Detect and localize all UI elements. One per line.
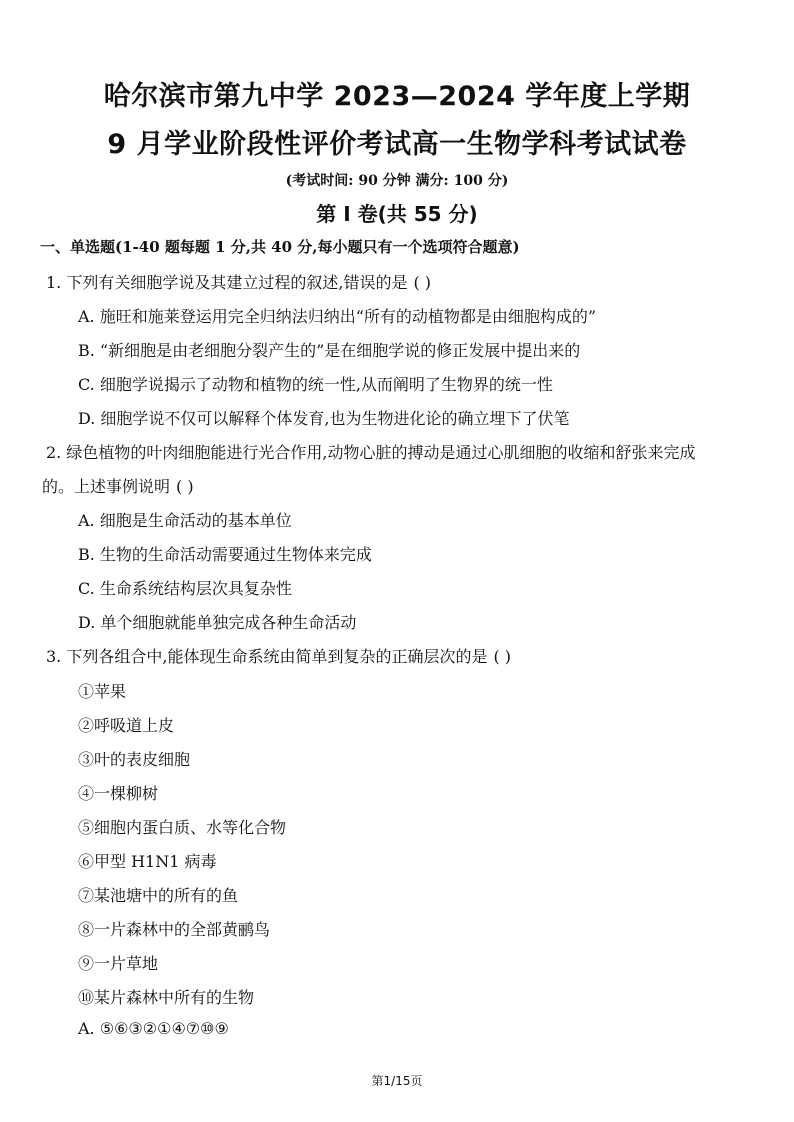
option-1d: D. 细胞学说不仅可以解释个体发育,也为生物进化论的确立埋下了伏笔 [78, 409, 570, 428]
list-item: ⑥甲型 H1N1 病毒 [78, 852, 217, 871]
list-item: ⑦某池塘中的所有的鱼 [78, 886, 239, 905]
list-item: ⑧一片森林中的全部黄鹂鸟 [78, 920, 271, 939]
exam-title-line1: 哈尔滨市第九中学 2023—2024 学年度上学期 [103, 81, 691, 112]
option-3a: A. ⑤⑥③②①④⑦⑩⑨ [78, 1019, 229, 1038]
question-stem: 1. 下列有关细胞学说及其建立过程的叙述,错误的是 [46, 273, 408, 292]
option-2c: C. 生命系统结构层次具复杂性 [78, 579, 292, 598]
list-item: ①苹果 [78, 682, 127, 701]
question-3 [46, 644, 511, 667]
list-item: ⑤细胞内蛋白质、水等化合物 [78, 818, 287, 837]
exam-title-line2: 9 月学业阶段性评价考试高一生物学科考试试卷 [107, 129, 687, 160]
list-item: ⑩某片森林中所有的生物 [78, 988, 255, 1007]
exam-info: (考试时间: 90 分钟 满分: 100 分) [285, 173, 509, 189]
list-item: ②呼吸道上皮 [78, 716, 175, 735]
answer-blank: ( ) [176, 477, 194, 496]
answer-blank: ( ) [493, 647, 512, 666]
option-1b: B. “新细胞是由老细胞分裂产生的”是在细胞学说的修正发展中提出来的 [78, 341, 581, 360]
list-item: ⑨一片草地 [78, 954, 159, 973]
question-stem-continued: 的。上述事例说明 [42, 477, 171, 496]
question-2: 2. 绿色植物的叶肉细胞能进行光合作用,动物心脏的搏动是通过心肌细胞的收缩和舒张来完成 [46, 443, 696, 462]
option-2d: D. 单个细胞就能单独完成各种生命活动 [78, 613, 357, 632]
answer-blank: ( ) [413, 273, 432, 292]
question-1 [46, 270, 431, 293]
option-2b: B. 生物的生命活动需要通过生物体来完成 [78, 545, 372, 564]
question-stem: 3. 下列各组合中,能体现生命系统由简单到复杂的正确层次的是 [46, 647, 488, 666]
list-item: ④一棵柳树 [78, 784, 159, 803]
section-title: 一、单选题(1-40 题每题 1 分,共 40 分,每小题只有一个选项符合题意) [40, 238, 520, 256]
option-1a: A. 施旺和施莱登运用完全归纳法归纳出“所有的动植物都是由细胞构成的” [78, 307, 597, 326]
question-2-continued [42, 474, 194, 497]
option-2a: A. 细胞是生命活动的基本单位 [78, 511, 292, 530]
part-title: 第 I 卷(共 55 分) [316, 202, 478, 226]
option-1c: C. 细胞学说揭示了动物和植物的统一性,从而阐明了生物界的统一性 [78, 375, 553, 394]
list-item: ③叶的表皮细胞 [78, 750, 191, 769]
page-number: 第1/15页 [371, 1074, 423, 1088]
